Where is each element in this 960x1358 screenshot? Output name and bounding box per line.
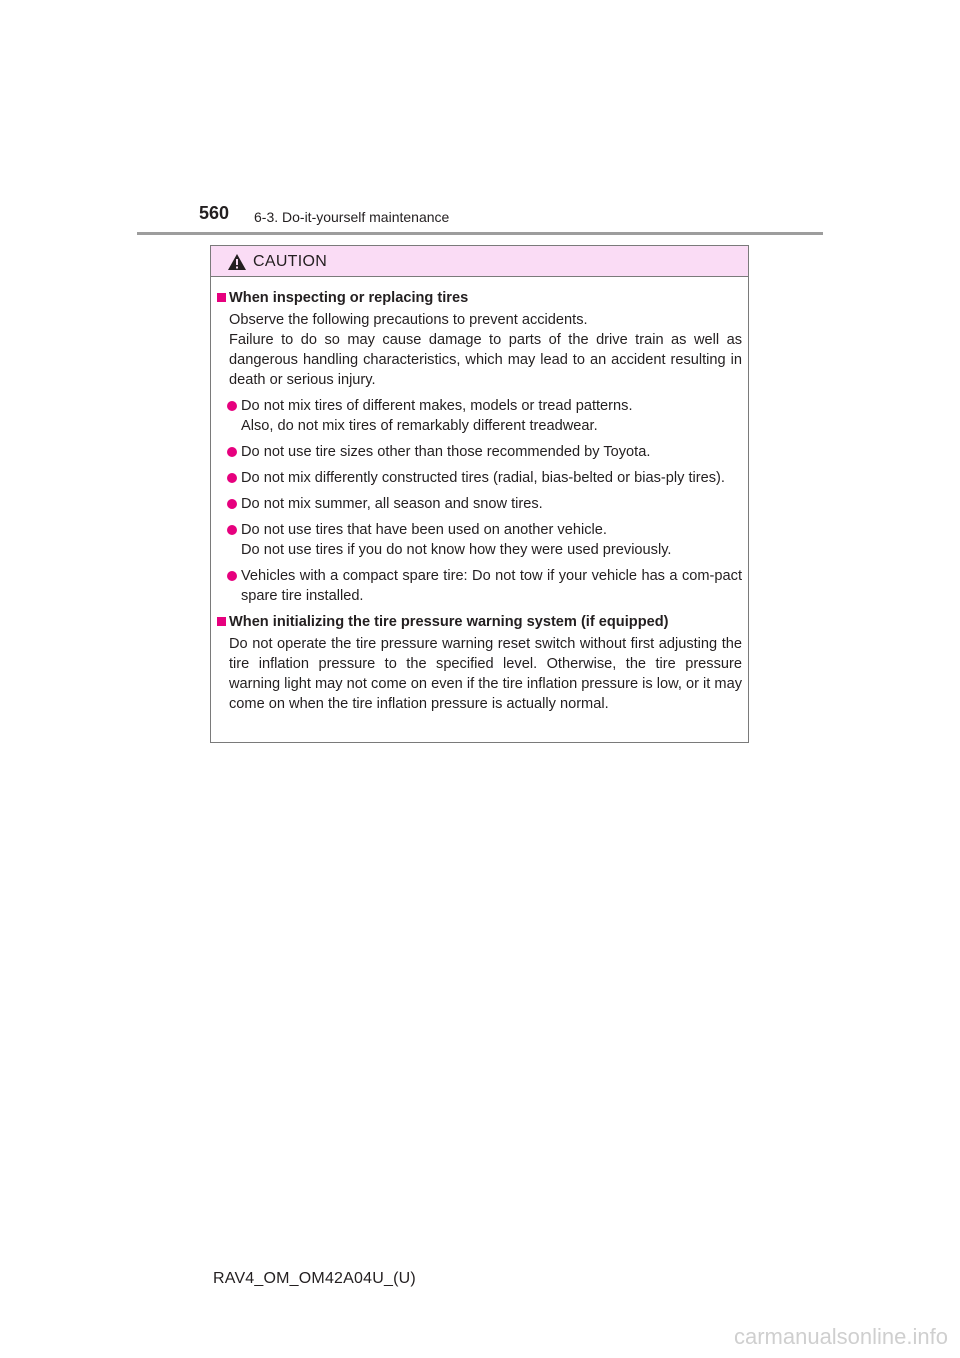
intro-paragraph: [217, 310, 742, 390]
intro-line-1: Observe the following precautions to prevent accidents.: [229, 312, 588, 328]
caution-body: [211, 277, 748, 714]
intro-line-2: Failure to do so may cause damage to parts of the drive train as well as dangerous handling characteristics, which may lead to an accident resulting in death or serious injury.: [229, 332, 742, 388]
list-item: Do not mix tires of different makes, models or tread patterns. Also, do not mix tires of remarkably different treadwear.: [217, 396, 742, 436]
page-number: 560: [199, 203, 230, 223]
warning-triangle-icon: [227, 253, 247, 271]
caution-header: [211, 246, 748, 277]
circle-bullet-icon: [227, 525, 237, 535]
caution-box: [210, 245, 749, 743]
section-heading-initializing: When initializing the tire pressure warning system (if equipped): [217, 612, 742, 632]
list-item: Do not mix summer, all season and snow tires.: [217, 494, 742, 514]
list-item: Do not mix differently constructed tires (radial, bias-belted or bias-ply tires).: [217, 468, 742, 488]
list-item: Vehicles with a compact spare tire: Do not tow if your vehicle has a com-pact spare tire installed.: [217, 566, 742, 606]
watermark: carmanualsonline.info: [733, 1324, 948, 1349]
section-heading-inspecting: When inspecting or replacing tires: [217, 288, 742, 308]
header-divider: [137, 232, 823, 235]
list-item: Do not use tire sizes other than those recommended by Toyota.: [217, 442, 742, 462]
list-item: Do not use tires that have been used on another vehicle. Do not use tires if you do not know how they were used previously.: [217, 520, 742, 560]
initializing-paragraph: Do not operate the tire pressure warning reset switch without first adjusting the tire inflation pressure to the specified level. Otherwise, the tire pressure warning light may not come on even if the tire inflation pressure is low, or it may come on when the tire inflation pressure is actually normal.: [229, 636, 742, 712]
square-bullet-icon: [217, 293, 226, 302]
section-title: 6-3. Do-it-yourself maintenance: [254, 209, 450, 225]
circle-bullet-icon: [227, 401, 237, 411]
circle-bullet-icon: [227, 571, 237, 581]
circle-bullet-icon: [227, 499, 237, 509]
square-bullet-icon: [217, 617, 226, 626]
caution-label: CAUTION: [253, 253, 328, 270]
circle-bullet-icon: [227, 447, 237, 457]
document-code: RAV4_OM_OM42A04U_(U): [213, 1270, 416, 1287]
circle-bullet-icon: [227, 473, 237, 483]
